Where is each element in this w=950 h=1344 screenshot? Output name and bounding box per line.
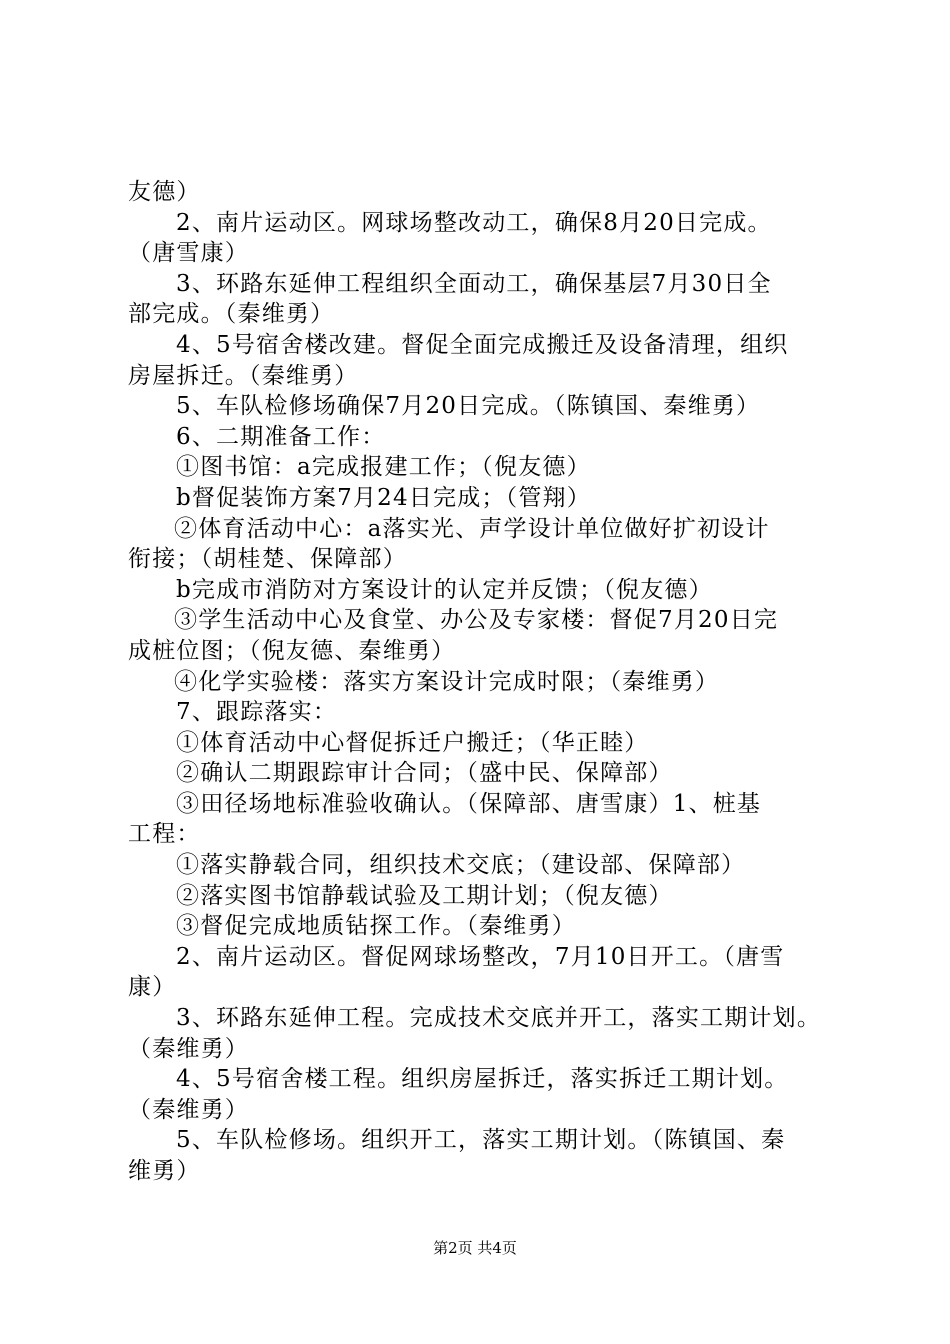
page-footer: 第2页 共4页 bbox=[433, 1239, 517, 1257]
text-line: 衔接；（胡桂楚、保障部） bbox=[128, 546, 407, 573]
text-line: 康） bbox=[128, 974, 177, 1001]
text-line: ②确认二期跟踪审计合同；（盛中民、保障部） bbox=[176, 760, 673, 787]
text-line: 2、南片运动区。督促网球场整改，7月10日开工。（唐雪 bbox=[176, 943, 785, 970]
text-line: b完成市消防对方案设计的认定并反馈；（倪友德） bbox=[176, 576, 713, 603]
text-line: 部完成。（秦维勇） bbox=[128, 301, 335, 328]
text-line: ③督促完成地质钻探工作。（秦维勇） bbox=[176, 913, 576, 940]
text-line: ④化学实验楼：落实方案设计完成时限；（秦维勇） bbox=[174, 668, 720, 695]
text-line: 6、二期准备工作： bbox=[176, 423, 386, 450]
text-line: ①落实静载合同，组织技术交底；（建设部、保障部） bbox=[176, 852, 746, 879]
text-line: ②落实图书馆静载试验及工期计划；（倪友德） bbox=[176, 882, 673, 909]
text-line: 工程： bbox=[128, 821, 201, 848]
text-line: 2、南片运动区。网球场整改动工，确保8月20日完成。 bbox=[176, 209, 772, 236]
text-line: ③学生活动中心及食堂、办公及专家楼：督促7月20日完 bbox=[174, 607, 779, 634]
text-line: 房屋拆迁。（秦维勇） bbox=[128, 362, 359, 389]
text-line: 4、5号宿舍楼工程。组织房屋拆迁，落实拆迁工期计划。 bbox=[176, 1066, 789, 1093]
text-line: ①图书馆：a完成报建工作；（倪友德） bbox=[176, 454, 591, 481]
text-line: 成桩位图；（倪友德、秦维勇） bbox=[128, 637, 456, 664]
text-line: b督促装饰方案7月24日完成；（管翔） bbox=[176, 484, 591, 511]
text-line: ①体育活动中心督促拆迁户搬迁；（华正睦） bbox=[176, 729, 649, 756]
document-body bbox=[128, 177, 833, 1187]
text-line: 7、跟踪落实： bbox=[176, 699, 338, 726]
text-line: 5、车队检修场。组织开工，落实工期计划。（陈镇国、秦 bbox=[176, 1127, 786, 1154]
text-line: ②体育活动中心：a落实光、声学设计单位做好扩初设计 bbox=[174, 515, 770, 542]
text-line: 5、车队检修场确保7月20日完成。（陈镇国、秦维勇） bbox=[176, 393, 761, 420]
text-line: 维勇） bbox=[128, 1158, 201, 1184]
text-line: ③田径场地标准验收确认。（保障部、唐雪康）1、桩基 bbox=[176, 790, 762, 817]
text-line: （唐雪康） bbox=[128, 240, 249, 267]
text-line: 友德） bbox=[128, 179, 201, 205]
text-line: （秦维勇） bbox=[128, 1035, 249, 1062]
text-line: 4、5号宿舍楼改建。督促全面完成搬迁及设备清理，组织 bbox=[176, 331, 789, 358]
text-line: 3、环路东延伸工程。完成技术交底并开工，落实工期计划。 bbox=[176, 1005, 822, 1032]
text-line: （秦维勇） bbox=[128, 1096, 249, 1123]
text-line: 3、环路东延伸工程组织全面动工，确保基层7月30日全 bbox=[176, 270, 772, 297]
